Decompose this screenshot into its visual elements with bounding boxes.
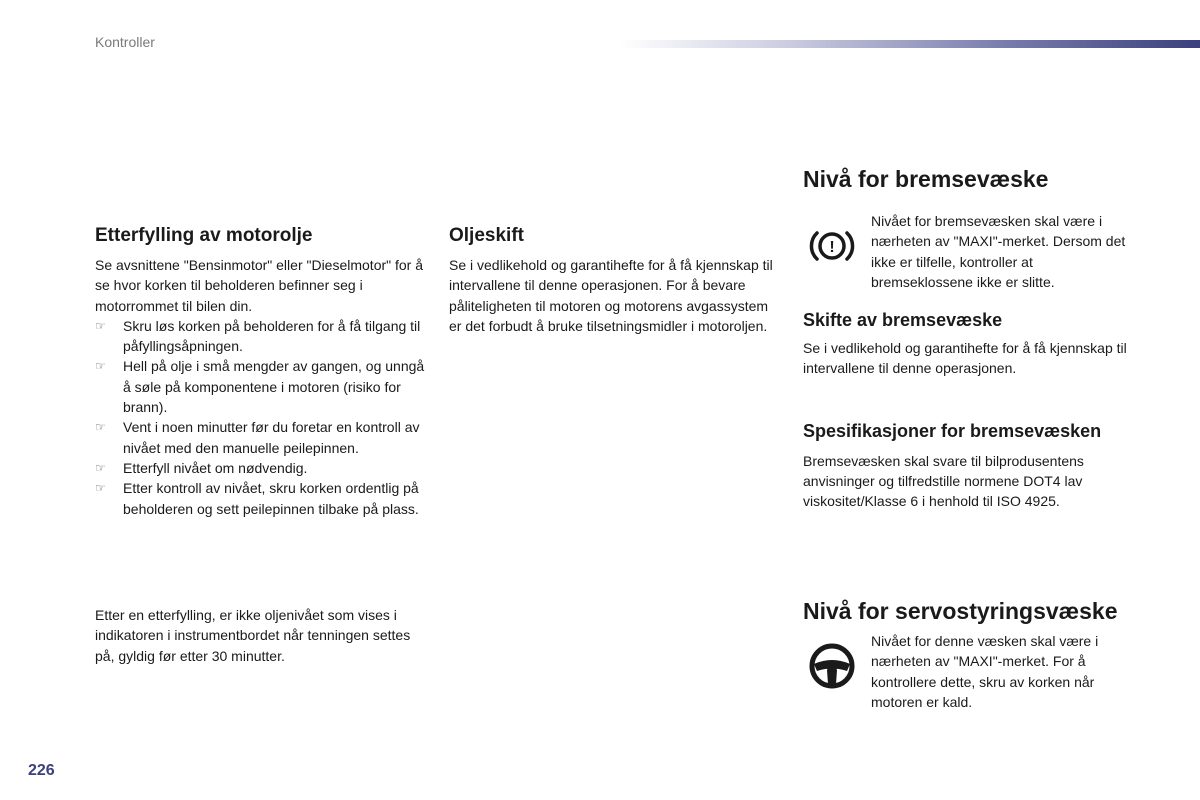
pointing-hand-icon: ☞ [95,359,106,374]
engine-oil-refill-title: Etterfylling av motorolje [95,225,313,246]
list-item: ☞ Vent i noen minutter før du foretar en kontroll av nivået med den manuelle peilepinnen. [95,419,420,456]
oil-change-text: Se i vedlikehold og garantihefte for å få kjennskap til intervallene til denne operasjonen. For å bevare påliteligheten til motoren og motorens avgassystem er det forbudt å bruke tilsetningsmidler i motoroljen. [449,257,773,334]
section-title: Kontroller [95,34,155,50]
pointing-hand-icon: ☞ [95,481,106,496]
svg-text:!: ! [829,239,835,256]
engine-oil-refill-steps [95,316,430,519]
brake-fluid-spec-title: Spesifikasjoner for bremsevæsken [803,420,1102,441]
brake-fluid-level-block [803,211,1138,292]
power-steering-section [803,598,1138,712]
brake-warning-icon [803,217,861,275]
power-steering-level-text: Nivået for denne væsken skal være i nærheten av "MAXI"-merket. For å kontrollere dette, skru av korken når motoren er kald. [871,633,1099,710]
list-item: ☞ Etter kontroll av nivået, skru korken ordentlig på beholderen og sett peilepinnen tilbake på plass. [95,480,419,517]
list-item: ☞ Etterfyll nivået om nødvendig. [95,458,430,478]
engine-oil-refill-section [95,225,430,519]
brake-fluid-section [803,166,1138,512]
brake-fluid-level-text: Nivået for bremsevæsken skal være i nærheten av "MAXI"-merket. Dersom det ikke er tilfelle, kontroller at bremseklossene ikke er slitte. [871,213,1126,290]
brake-fluid-title: Nivå for bremsevæske [803,166,1049,192]
pointing-hand-icon: ☞ [95,460,106,475]
engine-oil-refill-intro: Se avsnittene "Bensinmotor" eller "Dieselmotor" for å se hvor korken til beholderen befinner seg i motorrommet til bilen din. [95,257,424,314]
power-steering-title: Nivå for servostyringsvæske [803,598,1118,624]
brake-fluid-spec-text: Bremsevæsken skal svare til bilprodusentens anvisninger og tilfredstille normene DOT4 lav viskositet/Klasse 6 i henhold til ISO 4925. [803,452,1084,510]
brake-fluid-change-text: Se i vedlikehold og garantihefte for å få kjennskap til intervallene til denne operasjonen. [803,340,1127,377]
pointing-hand-icon: ☞ [95,318,106,333]
list-item: ☞ Skru løs korken på beholderen for å få tilgang til påfyllingsåpningen. [95,317,421,355]
brake-fluid-change-title: Skifte av bremsevæske [803,310,1003,331]
steering-wheel-icon [803,637,861,695]
page-number: 226 [28,762,55,779]
list-item: ☞ Hell på olje i små mengder av gangen, og unngå å søle på komponentene i motoren (risiko for brann). [95,358,425,416]
engine-oil-refill-note: Etter en etterfylling, er ikke oljenivået som vises i indikatoren i instrumentbordet når tenningen settes på, gyldig før etter 30 minutter. [95,607,411,664]
oil-change-title: Oljeskift [449,225,524,246]
header-gradient-bar [620,40,1200,48]
power-steering-level-block [803,631,1138,712]
pointing-hand-icon: ☞ [95,420,106,435]
oil-change-section [449,225,784,336]
